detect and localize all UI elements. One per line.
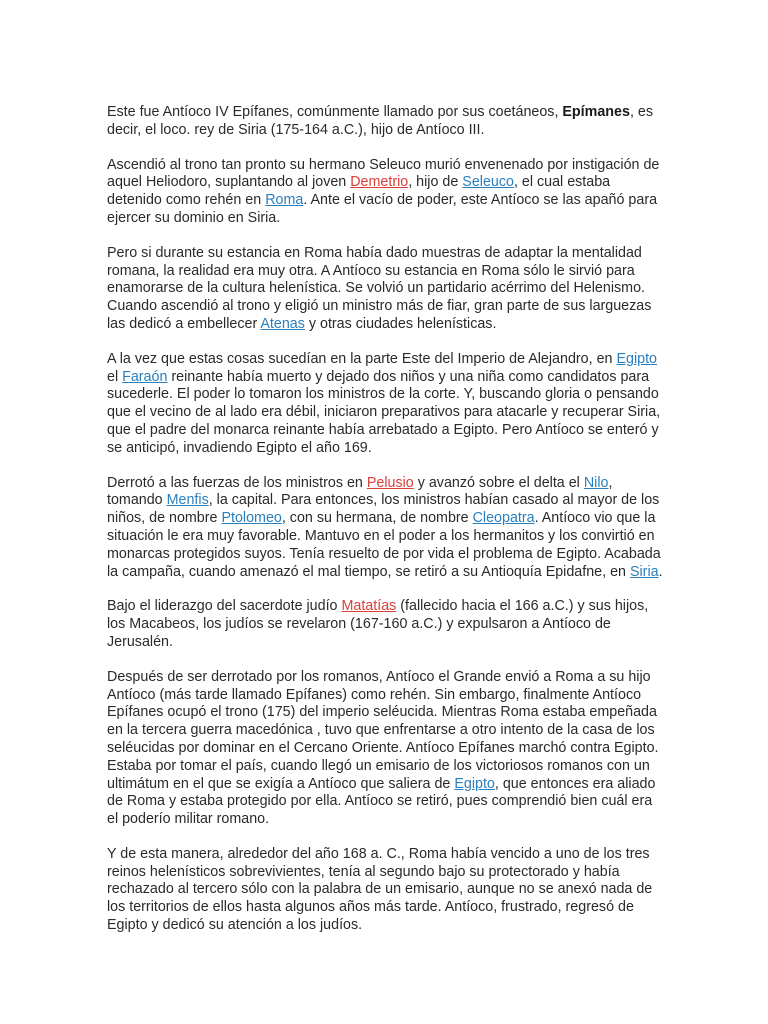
text-run: Pero si durante su estancia en Roma había dado muestras de adaptar la mentalidad romana, la realidad era muy otra. A Antíoco su estancia en Roma sólo le sirvió para enamorarse de la cultura helenística. Se volvió un partidario acérrimo del Helenismo. Cuando ascendió al trono y eligió un ministro más de fiar, gran parte de sus larguezas las dedicó a embellecer — [107, 244, 652, 332]
link-menfis[interactable]: Menfis — [166, 492, 209, 509]
paragraph-5 — [107, 475, 663, 582]
link-nilo[interactable]: Nilo — [583, 474, 609, 491]
paragraph-3 — [107, 245, 663, 334]
text-run: Y de esta manera, alrededor del año 168 a. C., Roma había vencido a uno de los tres reinos helenísticos sobrevivientes, tenía al segundo bajo su protectorado y había rechazado al tercero sólo con la palabra de un emisario, aunque no se anexó nada de los territorios de ellos hasta algunos años más tarde. Antíoco, frustrado, regresó de Egipto y dedicó su atención a los judíos. — [107, 845, 653, 934]
paragraph-7 — [107, 669, 663, 829]
text-run: , el cual estaba detenido como rehén en — [107, 174, 611, 209]
text-run: . — [658, 563, 663, 580]
link-egipto[interactable]: Egipto — [616, 350, 657, 367]
text-run: . Antíoco vio que la situación le era muy favorable. Mantuvo en el poder a los hermanitos y los convirtió en monarcas protegidos suyos. Tenía resuelto de por vida el problema de Egipto. Acabada la campaña, cuando amenazó el mal tiempo, se retiró a su Antioquía Epidafne, en — [107, 510, 661, 580]
link-roma[interactable]: Roma — [265, 192, 304, 209]
paragraph-1 — [107, 104, 663, 140]
link-faraon[interactable]: Faraón — [122, 368, 168, 385]
text-run: Derrotó a las fuerzas de los ministros en — [107, 474, 367, 491]
text-run: , la capital. Para entonces, los ministros habían casado al mayor de los niños, de nombre — [107, 492, 660, 527]
text-run: , tomando — [107, 474, 613, 509]
bold-name-epimanes: Epímanes — [562, 104, 630, 120]
text-run: Ascendió al trono tan pronto su hermano Seleuco murió envenenado por instigación de aquel Heliodoro, suplantando al joven — [107, 156, 660, 191]
link-cleopatra[interactable]: Cleopatra — [472, 510, 535, 527]
link-seleuco[interactable]: Seleuco — [462, 174, 514, 191]
text-run: y otras ciudades helenísticas. — [304, 315, 497, 332]
link-atenas[interactable]: Atenas — [260, 315, 305, 332]
text-run: . Ante el vacío de poder, este Antíoco se las apañó para ejercer su dominio en Siria. — [107, 192, 658, 226]
text-run: , es decir, el loco. rey de Siria (175-164 a.C.), hijo de Antíoco III. — [107, 104, 653, 138]
text-run: A la vez que estas cosas sucedían en la parte Este del Imperio de Alejandro, en — [107, 350, 617, 367]
text-run: el — [107, 368, 123, 385]
text-run: Después de ser derrotado por los romanos, Antíoco el Grande envió a Roma a su hijo Antíoco (más tarde llamado Epífanes) como rehén. Sin embargo, finalmente Antíoco Epífanes ocupó el trono (175) del imperio seléucida. Mientras Roma estaba empeñada en la tercera guerra macedónica , tuvo que enfrentarse a otro intento de la casa de los seléucidas por dominar en el Cercano Oriente. Antíoco Epífanes marchó contra Egipto. Estaba por tomar el país, cuando llegó un emisario de los victoriosos romanos con un ultimátum en el que se exigía a Antíoco que saliera de — [107, 668, 659, 792]
paragraph-8 — [107, 846, 663, 935]
link-demetrio[interactable]: Demetrio — [350, 174, 409, 191]
link-ptolomeo[interactable]: Ptolomeo — [221, 510, 282, 527]
paragraph-6 — [107, 598, 663, 651]
paragraph-2 — [107, 157, 663, 228]
text-run: y avanzó sobre el delta el — [413, 474, 584, 491]
text-run: Este fue Antíoco IV Epífanes, comúnmente llamado por sus coetáneos, — [107, 104, 563, 120]
link-pelusio[interactable]: Pelusio — [366, 474, 414, 491]
text-run: reinante había muerto y dejado dos niños y una niña como candidatos para sucederle. El poder lo tomaron los ministros de la corte. Y, buscando gloria o pensando que el vecino de al lado era débil, iniciaron preparativos para atacarle y recuperar Siria, que el padre del monarca reinante había arrebatado a Egipto. Pero Antíoco se enteró y se anticipó, invadiendo Egipto el año 169. — [107, 368, 661, 456]
text-run: , hijo de — [408, 174, 463, 191]
link-matatias[interactable]: Matatías — [341, 598, 397, 615]
link-egipto-2[interactable]: Egipto — [454, 775, 495, 792]
text-run: , con su hermana, de nombre — [281, 510, 473, 527]
paragraph-4 — [107, 351, 663, 458]
text-run: (fallecido hacia el 166 a.C.) y sus hijos, los Macabeos, los judíos se revelaron (167-160 a.C.) y expulsaron a Antíoco de Jerusalén. — [107, 598, 649, 650]
document-body — [107, 104, 663, 952]
link-siria[interactable]: Siria — [629, 563, 659, 580]
text-run: , que entonces era aliado de Roma y estaba protegido por ella. Antíoco se retiró, pues comprendió bien cuál era el poderío militar romano. — [107, 775, 656, 828]
text-run: Bajo el liderazgo del sacerdote judío — [107, 598, 342, 615]
